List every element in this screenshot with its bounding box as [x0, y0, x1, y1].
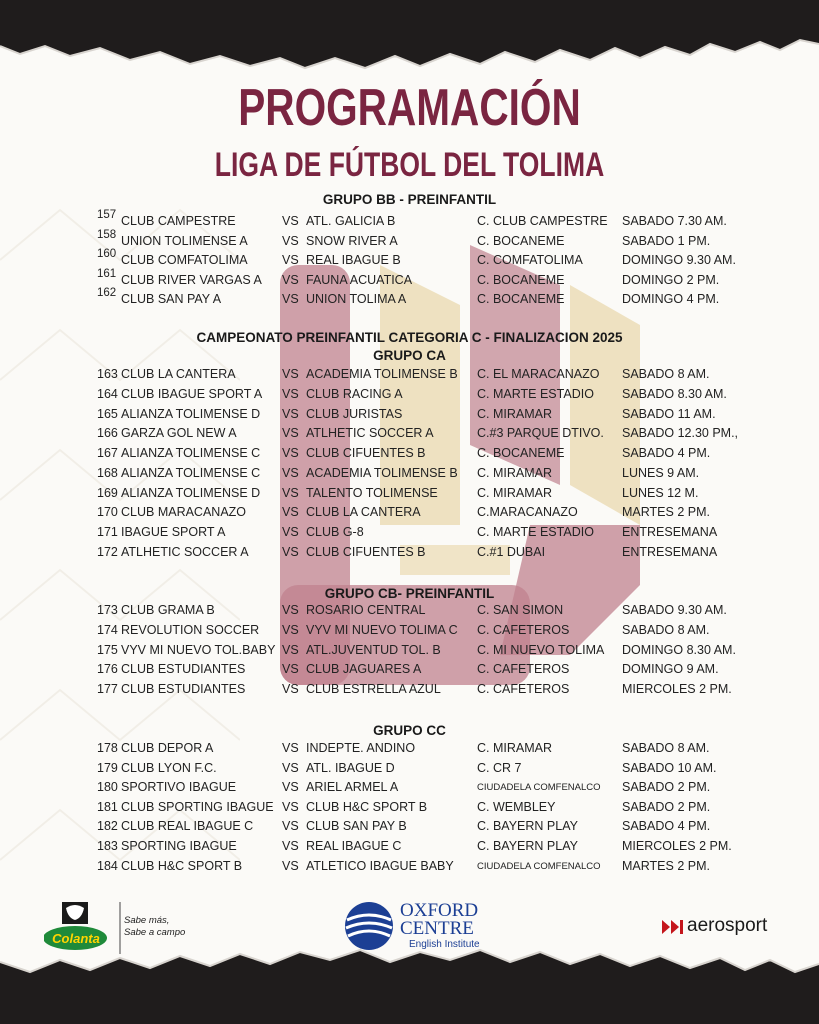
match-home: CLUB GRAMA B [121, 603, 215, 617]
match-home: CLUB IBAGUE SPORT A [121, 386, 263, 401]
match-home: SPORTIVO IBAGUE [121, 780, 237, 795]
match-vs: VS [282, 642, 299, 657]
oxford-line1: OXFORD [400, 900, 479, 921]
match-row [0, 446, 819, 464]
match-num: 181 [97, 799, 118, 814]
section-heading-cb: GRUPO CB- PREINFANTIL [324, 586, 495, 601]
match-vs: VS [282, 544, 299, 559]
match-time: SABADO 12.30 PM., [622, 426, 739, 441]
match-row [0, 839, 819, 857]
match-venue: C.#3 PARQUE DTIVO. [477, 426, 604, 441]
match-time: MIERCOLES 2 PM. [622, 839, 732, 853]
match-away: VYV MI NUEVO TOLIMA C [306, 622, 458, 637]
match-time: ENTRESEMANA [622, 544, 718, 559]
match-away: CLUB CIFUENTES B [306, 544, 426, 559]
match-venue: C. CLUB CAMPESTRE [477, 214, 608, 228]
colanta-logo [44, 898, 194, 958]
match-time: DOMINGO 8.30 AM. [622, 642, 736, 657]
match-row [0, 643, 819, 661]
match-time: MARTES 2 PM. [622, 858, 710, 873]
match-away: CLUB JAGUARES A [306, 662, 422, 677]
match-vs: VS [282, 292, 299, 307]
match-vs: VS [282, 858, 299, 873]
section-heading-campeonato: CAMPEONATO PREINFANTIL CATEGORIA C - FINALIZACION 2025 [196, 330, 623, 345]
match-row [0, 545, 819, 563]
match-num: 160 [97, 248, 117, 261]
match-venue: C. MIRAMAR [477, 741, 552, 755]
match-away: CLUB LA CANTERA [306, 505, 421, 520]
match-away: ARIEL ARMEL A [306, 780, 399, 795]
match-time: SABADO 8.30 AM. [622, 386, 727, 401]
page-subtitle: LIGA DE FÚTBOL DEL TOLIMA [214, 146, 605, 184]
match-vs: VS [282, 214, 299, 228]
match-vs: VS [282, 253, 299, 268]
match-vs: VS [282, 603, 299, 617]
colanta-tagline-2: Sabe a campo [124, 927, 186, 938]
match-row [0, 387, 819, 405]
match-home: CLUB H&C SPORT B [121, 858, 243, 873]
match-time: DOMINGO 9 AM. [622, 662, 719, 677]
aerosport-name: aerosport [687, 915, 768, 936]
match-venue: C. SAN SIMON [477, 603, 564, 617]
match-row [0, 287, 819, 310]
match-num: 173 [97, 603, 118, 617]
match-home: ATLHETIC SOCCER A [121, 544, 249, 559]
match-num: 180 [97, 780, 118, 795]
match-row [0, 662, 819, 680]
match-venue: CIUDADELA COMFENALCO [477, 782, 601, 794]
match-row [0, 603, 819, 621]
colanta-tagline-1: Sabe más, [124, 915, 170, 926]
match-num: 161 [97, 267, 117, 280]
section-heading-bb: GRUPO BB - PREINFANTIL [322, 192, 497, 207]
match-away: REAL IBAGUE B [306, 253, 401, 268]
match-venue: C. WEMBLEY [477, 799, 556, 814]
match-home: UNION TOLIMENSE A [121, 233, 248, 248]
match-row [0, 505, 819, 523]
match-num: 162 [97, 287, 117, 300]
match-vs: VS [282, 446, 299, 460]
match-home: CLUB MARACANAZO [121, 505, 247, 520]
match-home: ALIANZA TOLIMENSE D [121, 406, 261, 421]
match-time: SABADO 11 AM. [622, 406, 716, 421]
match-num: 177 [97, 682, 118, 697]
match-venue: C. MARTE ESTADIO [477, 386, 594, 401]
match-num: 168 [97, 465, 118, 480]
match-time: SABADO 2 PM. [622, 799, 711, 814]
match-venue: C. BOCANEME [477, 233, 565, 248]
match-away: FAUNA ACUATICA [306, 272, 413, 287]
match-away: CLUB ESTRELLA AZUL [306, 682, 441, 697]
match-home: ALIANZA TOLIMENSE D [121, 485, 261, 500]
match-vs: VS [282, 386, 299, 401]
match-away: ACADEMIA TOLIMENSE B [306, 465, 458, 480]
match-time: SABADO 10 AM. [622, 760, 717, 775]
match-home: VYV MI NUEVO TOL.BABY [121, 642, 276, 657]
match-time: SABADO 4 PM. [622, 446, 711, 460]
match-num: 157 [97, 209, 117, 221]
match-time: LUNES 12 M. [622, 485, 699, 500]
match-vs: VS [282, 682, 299, 697]
match-venue: C. BAYERN PLAY [477, 839, 578, 853]
match-venue: C. MIRAMAR [477, 465, 552, 480]
match-away: ATL. GALICIA B [306, 214, 396, 228]
match-num: 184 [97, 858, 118, 873]
match-num: 172 [97, 544, 118, 559]
oxford-line3: English Institute [409, 939, 480, 950]
match-away: ATL. IBAGUE D [306, 760, 395, 775]
match-time: MARTES 2 PM. [622, 505, 710, 520]
match-home: CLUB ESTUDIANTES [121, 682, 246, 697]
match-row [0, 248, 819, 271]
match-venue: C. MIRAMAR [477, 406, 552, 421]
section-subheading-ca: GRUPO CA [373, 348, 446, 363]
match-time: SABADO 8 AM. [622, 741, 710, 755]
match-time: ENTRESEMANA [622, 525, 718, 539]
match-time: LUNES 9 AM. [622, 465, 700, 480]
match-num: 169 [97, 485, 118, 500]
match-venue: C. BOCANEME [477, 446, 565, 460]
match-venue: C.MARACANAZO [477, 505, 578, 520]
match-venue: C. EL MARACANAZO [477, 367, 600, 381]
match-row [0, 228, 819, 252]
match-num: 163 [97, 367, 118, 381]
match-away: SNOW RIVER A [306, 233, 398, 248]
match-home: CLUB LYON F.C. [121, 760, 217, 775]
oxford-centre-logo [343, 898, 493, 954]
match-num: 174 [97, 622, 118, 637]
match-row [0, 267, 819, 291]
match-venue: C. BOCANEME [477, 292, 565, 307]
match-num: 178 [97, 741, 118, 755]
match-time: SABADO 8 AM. [622, 622, 710, 637]
match-row [0, 426, 819, 444]
match-row [0, 407, 819, 425]
match-num: 158 [97, 228, 117, 241]
match-home: CLUB LA CANTERA [121, 367, 236, 381]
match-away: CLUB CIFUENTES B [306, 446, 426, 460]
match-vs: VS [282, 839, 299, 853]
torn-edge-top [0, 0, 819, 80]
match-venue: C. BOCANEME [477, 272, 565, 287]
match-num: 171 [97, 525, 118, 539]
match-vs: VS [282, 406, 299, 421]
match-home: ALIANZA TOLIMENSE C [121, 465, 261, 480]
match-num: 183 [97, 839, 118, 853]
match-venue: C.#1 DUBAI [477, 544, 546, 559]
match-venue: C. CAFETEROS [477, 622, 570, 637]
match-vs: VS [282, 741, 299, 755]
match-home: CLUB DEPOR A [121, 741, 214, 755]
match-venue: C. MI NUEVO TOLIMA [477, 642, 605, 657]
match-venue: C. COMFATOLIMA [477, 253, 583, 268]
match-vs: VS [282, 760, 299, 775]
match-row [0, 819, 819, 837]
match-vs: VS [282, 622, 299, 637]
match-away: UNION TOLIMA A [306, 292, 407, 307]
page-title: PROGRAMACIÓN [238, 79, 581, 137]
match-row [0, 367, 819, 385]
match-num: 179 [97, 760, 118, 775]
match-time: SABADO 8 AM. [622, 367, 710, 381]
match-row [0, 209, 819, 232]
match-num: 170 [97, 505, 118, 520]
match-vs: VS [282, 780, 299, 795]
match-num: 175 [97, 642, 118, 657]
match-vs: VS [282, 367, 299, 381]
match-row [0, 623, 819, 641]
match-home: CLUB SPORTING IBAGUE [121, 799, 274, 814]
match-away: ATLHETIC SOCCER A [306, 426, 434, 441]
match-num: 176 [97, 662, 118, 677]
match-venue: C. BAYERN PLAY [477, 819, 578, 834]
match-time: SABADO 9.30 AM. [622, 603, 727, 617]
match-home: GARZA GOL NEW A [121, 426, 237, 441]
match-home: REVOLUTION SOCCER [121, 622, 260, 637]
match-vs: VS [282, 272, 299, 287]
match-away: CLUB RACING A [306, 386, 403, 401]
match-away: ACADEMIA TOLIMENSE B [306, 367, 458, 381]
match-vs: VS [282, 799, 299, 814]
match-row [0, 800, 819, 818]
match-away: ATL.JUVENTUD TOL. B [306, 642, 441, 657]
match-vs: VS [282, 465, 299, 480]
match-home: CLUB CAMPESTRE [121, 214, 236, 228]
match-venue: C. MIRAMAR [477, 485, 552, 500]
match-vs: VS [282, 426, 299, 441]
oxford-line2: CENTRE [400, 918, 474, 939]
match-vs: VS [282, 233, 299, 248]
match-home: IBAGUE SPORT A [121, 525, 226, 539]
match-row [0, 466, 819, 484]
match-time: SABADO 4 PM. [622, 819, 711, 834]
match-time: DOMINGO 4 PM. [622, 292, 720, 307]
match-venue: C. CR 7 [477, 760, 522, 775]
match-home: SPORTING IBAGUE [121, 839, 237, 853]
match-num: 164 [97, 386, 118, 401]
match-away: INDEPTE. ANDINO [306, 741, 416, 755]
match-num: 182 [97, 819, 118, 834]
match-time: SABADO 1 PM. [622, 233, 711, 248]
match-time: SABADO 7.30 AM. [622, 214, 727, 228]
match-num: 165 [97, 406, 118, 421]
match-home: CLUB REAL IBAGUE C [121, 819, 254, 834]
match-home: CLUB ESTUDIANTES [121, 662, 246, 677]
match-time: SABADO 2 PM. [622, 780, 711, 795]
match-row [0, 682, 819, 700]
match-home: CLUB RIVER VARGAS A [121, 272, 262, 287]
match-num: 166 [97, 426, 118, 441]
match-row [0, 761, 819, 779]
match-away: TALENTO TOLIMENSE [306, 485, 438, 500]
match-row [0, 486, 819, 504]
match-away: CLUB JURISTAS [306, 406, 403, 421]
section-heading-cc: GRUPO CC [373, 723, 446, 738]
match-time: DOMINGO 2 PM. [622, 272, 720, 287]
match-vs: VS [282, 485, 299, 500]
match-time: DOMINGO 9.30 AM. [622, 253, 736, 268]
match-row [0, 525, 819, 543]
match-venue: C. CAFETEROS [477, 662, 570, 677]
match-away: CLUB G-8 [306, 525, 364, 539]
match-away: ATLETICO IBAGUE BABY [306, 858, 454, 873]
match-time: MIERCOLES 2 PM. [622, 682, 732, 697]
match-home: ALIANZA TOLIMENSE C [121, 446, 261, 460]
match-num: 167 [97, 446, 118, 460]
match-away: ROSARIO CENTRAL [306, 603, 426, 617]
colanta-name: Colanta [52, 931, 100, 946]
match-away: CLUB SAN PAY B [306, 819, 407, 834]
match-vs: VS [282, 819, 299, 834]
aerosport-logo [662, 914, 792, 940]
match-home: CLUB COMFATOLIMA [121, 253, 248, 268]
match-away: REAL IBAGUE C [306, 839, 402, 853]
match-vs: VS [282, 662, 299, 677]
match-away: CLUB H&C SPORT B [306, 799, 428, 814]
match-vs: VS [282, 525, 299, 539]
match-row [0, 741, 819, 759]
match-venue: C. MARTE ESTADIO [477, 525, 594, 539]
match-vs: VS [282, 505, 299, 520]
match-venue: CIUDADELA COMFENALCO [477, 860, 601, 872]
match-row [0, 780, 819, 798]
match-home: CLUB SAN PAY A [121, 292, 222, 307]
match-venue: C. CAFETEROS [477, 682, 570, 697]
match-row [0, 859, 819, 877]
